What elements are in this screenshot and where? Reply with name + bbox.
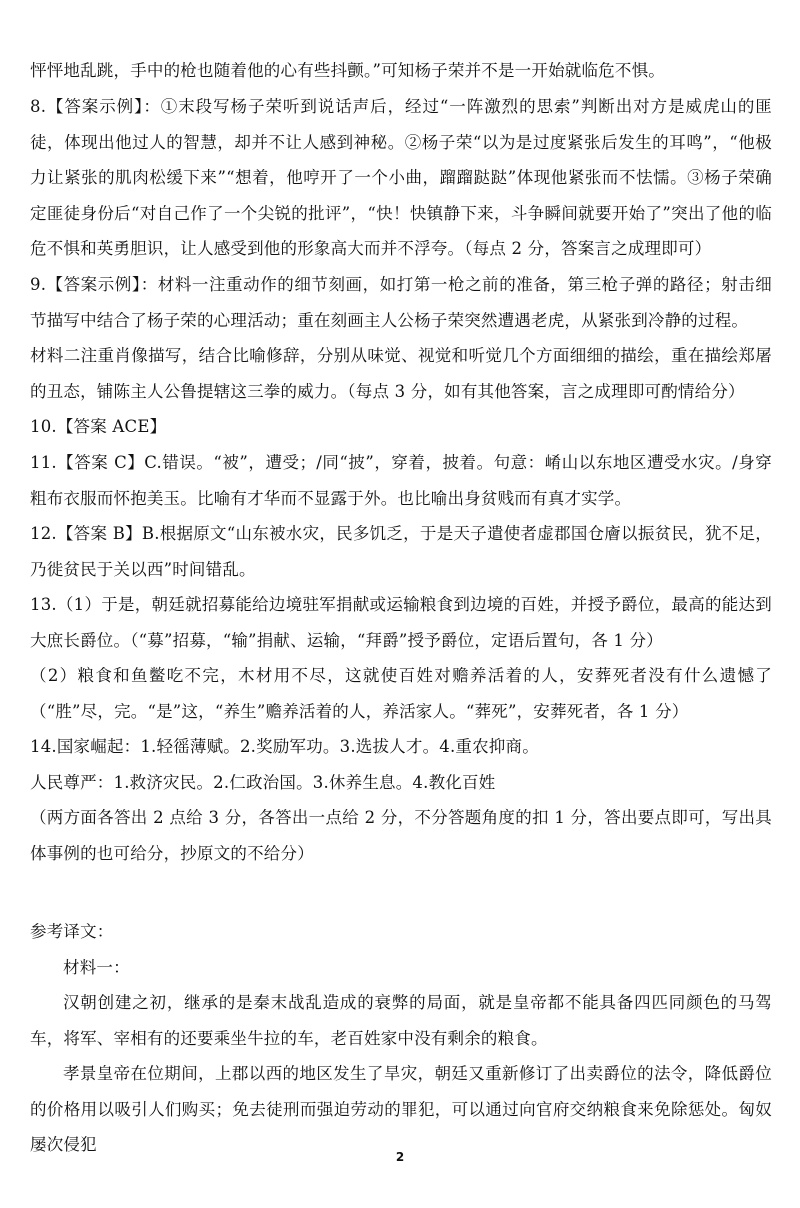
answer-10-paragraph: 10.【答案 ACE】 — [30, 417, 167, 436]
translation-paragraph-1: 汉朝创建之初，继承的是秦末战乱造成的衰弊的局面，就是皇帝都不能具备四匹同颜色的马驾车，将军、宰相有的还要乘坐牛拉的车，老百姓家中没有剩余的粮食。 — [30, 993, 772, 1048]
answer-8-paragraph: 8.【答案示例】：①末段写杨子荣听到说话声后，经过“一阵激烈的思索”判断出对方是威虎山的匪徒，体现出他过人的智慧，却并不让人感到神秘。②杨子荣“以为是过度紧张后发生的耳鸣”，“他极力让紧张的肌肉松缓下来”“想着，他哼开了一个小曲，蹓蹓跶跶”体现他紧张而不怯懦。③杨子荣确定匪徒身份后“对自己作了一个尖锐的批评”，“快！快镇静下来，斗争瞬间就要开始了”突出了他的临危不惧和英勇胆识，让人感受到他的形象高大而并不浮夸。（每点 2 分，答案言之成理即可） — [30, 97, 772, 258]
answer-14-scoring-note: （两方面各答出 2 点给 3 分，各答出一点给 2 分，不分答题角度的扣 1 分，答出要点即可，写出具体事例的也可给分，抄原文的不给分） — [30, 808, 772, 863]
answer-11-paragraph: 11.【答案 C】C.错误。“被”，遭受；/同“披”，穿着，披着。句意：崤山以东地区遭受水灾。/身穿粗布衣服而怀抱美玉。比喻有才华而不显露于外。也比喻出身贫贱而有真才实学。 — [30, 453, 772, 508]
answer-9-paragraph-1: 9.【答案示例】：材料一注重动作的细节刻画，如打第一枪之前的准备，第三枪子弹的路径；射击细节描写中结合了杨子荣的心理活动；重在刻画主人公杨子荣突然遭遇老虎，从紧张到冷静的过程。 — [30, 275, 772, 330]
answer-9-paragraph-2: 材料二注重肖像描写，结合比喻修辞，分别从味觉、视觉和听觉几个方面细细的描绘，重在描绘郑屠的丑态，铺陈主人公鲁提辖这三拳的威力。（每点 3 分，如有其他答案，言之成理即可酌情给分） — [30, 346, 772, 401]
translation-paragraph-2: 孝景皇帝在位期间，上郡以西的地区发生了旱灾，朝廷又重新修订了出卖爵位的法令，降低爵位的价格用以吸引人们购买；免去徒刑而强迫劳动的罪犯，可以通过向官府交纳粮食来免除惩处。匈奴屡次侵犯 — [30, 1064, 772, 1154]
continuation-paragraph: 怦怦地乱跳，手中的枪也随着他的心有些抖颤。”可知杨子荣并不是一开始就临危不惧。 — [30, 61, 665, 80]
material-one-heading: 材料一： — [63, 958, 130, 977]
answer-14-people-dignity: 人民尊严：1.救济灾民。2.仁政治国。3.休养生息。4.教化百姓 — [30, 773, 496, 792]
answer-13-part2-paragraph: （2）粮食和鱼鳖吃不完，木材用不尽，这就使百姓对赡养活着的人，安葬死者没有什么遗憾了（“胜”尽，完。“是”这，“养生”赡养活着的人，养活家人。“葬死”，安葬死者，各 1 分） — [30, 666, 772, 721]
answer-12-paragraph: 12.【答案 B】B.根据原文“山东被水灾，民多饥乏，于是天子遣使者虚郡国仓廥以振贫民，犹不足，乃徙贫民于关以西”时间错乱。 — [30, 524, 772, 579]
page-number: 2 — [395, 1150, 405, 1164]
reference-translation-heading: 参考译文： — [30, 922, 114, 941]
answer-14-national-rise: 14.国家崛起：1.轻徭薄赋。2.奖励军功。3.选拔人才。4.重农抑商。 — [30, 737, 539, 756]
answer-13-part1-paragraph: 13.（1）于是，朝廷就招募能给边境驻军捐献或运输粮食到边境的百姓，并授予爵位，最高的能达到大庶长爵位。（“募”招募，“输”捐献、运输，“拜爵”授予爵位，定语后置句，各 1 分） — [30, 595, 772, 650]
